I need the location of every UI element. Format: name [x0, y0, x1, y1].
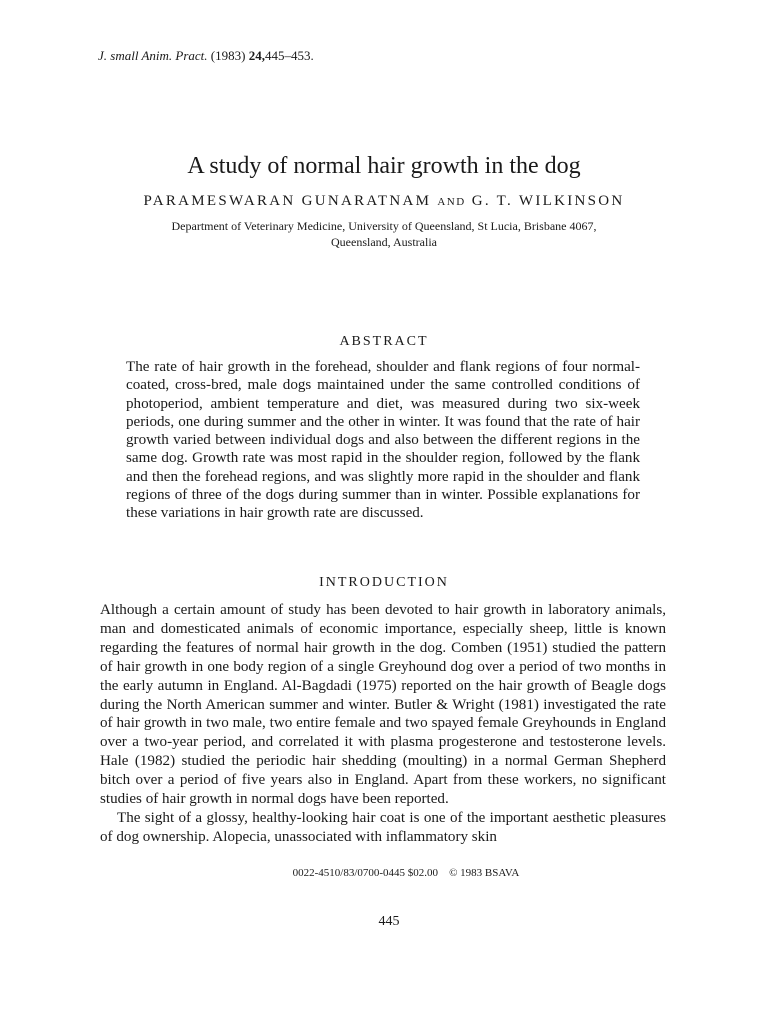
article-authors — [0, 191, 768, 212]
journal-title: J. small Anim. Pract. — [98, 48, 208, 63]
copyright-notice: © 1983 BSAVA — [449, 867, 520, 879]
introduction-paragraph-2: The sight of a glossy, healthy-looking hair coat is one of the important aesthetic pleasures of dog ownership. Alopecia, unassociated with inflammatory skin — [100, 809, 666, 845]
introduction-text — [100, 601, 666, 847]
author-2: G. T. WILKINSON — [471, 193, 625, 209]
author-1: PARAMESWARAN GUNARATNAM — [143, 193, 432, 209]
affiliation-line-1: Department of Veterinary Medicine, University of Queensland, St Lucia, Brisbane 4067, — [171, 219, 597, 233]
affiliation-line-2: Queensland, Australia — [331, 235, 437, 249]
journal-year: (1983) — [210, 48, 246, 63]
author-conjunction: AND — [437, 196, 466, 208]
copyright-line — [0, 866, 768, 880]
introduction-paragraph-1: Although a certain amount of study has been devoted to hair growth in laboratory animals, man and domesticated animals of economic importance, especially sheep, little is known regarding the features of normal hair growth in the dog. Comben (1951) studied the pattern of hair growth in one body region of a single Greyhound dog over a period of two months in the early autumn in England. Al-Bagdadi (1975) reported on the hair growth of Beagle dogs during the North American summer and winter. Butler & Wright (1981) investigated the rate of hair growth in two male, two entire female and two spayed female Greyhounds in England over a two-year period, and correlated it with plasma progesterone and testosterone levels. Hale (1982) studied the periodic hair shedding (moulting) in a normal German Shepherd bitch over a period of five years also in England. Apart from these workers, no significant studies of hair growth in normal dogs have been reported. — [100, 602, 666, 808]
article-code: 0022-4510/83/0700-0445 $02.00 — [292, 867, 439, 879]
article-title: A study of normal hair growth in the dog — [187, 153, 581, 179]
journal-volume: 24, — [248, 48, 265, 63]
author-affiliation — [100, 218, 668, 250]
introduction-heading: INTRODUCTION — [319, 575, 449, 590]
abstract-heading: ABSTRACT — [339, 334, 429, 349]
page-number: 445 — [378, 914, 400, 929]
abstract-text: The rate of hair growth in the forehead, shoulder and flank regions of four normal-coated, cross-bred, male dogs maintained under the same controlled conditions of photoperiod, ambient temperature and diet, was measured during two six-week periods, one during summer and the other in winter. It was found that the rate of hair growth varied between individual dogs and also between the different regions in the same dog. Growth rate was most rapid in the shoulder region, followed by the flank and then the forehead regions, and was slightly more rapid in the shoulder and flank regions of three of the dogs during summer than in winter. Possible explanations for these variations in hair growth rate are discussed. — [126, 359, 640, 522]
journal-pages: 445–453. — [264, 48, 314, 63]
journal-citation — [98, 48, 314, 64]
